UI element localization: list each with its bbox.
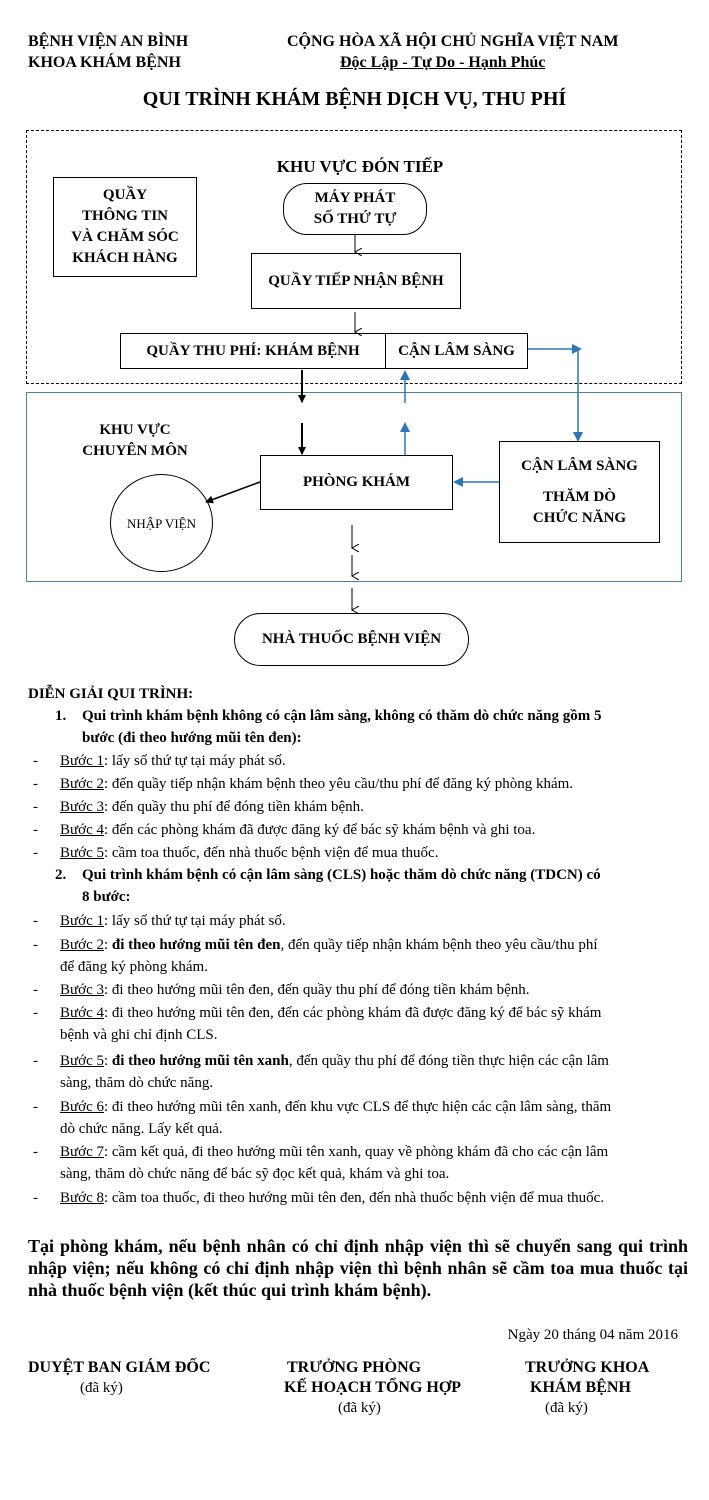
bullet: -: [33, 982, 38, 998]
step-label: Bước 3: [60, 982, 104, 998]
step-label: Bước 4: [60, 1005, 104, 1021]
flow-arrows: [0, 0, 709, 700]
p2-step-6: [60, 1096, 685, 1140]
bullet: -: [33, 799, 38, 815]
step-text: : đến quầy tiếp nhận khám bệnh theo yêu cầu/thu phí để đăng ký phòng khám.: [103, 776, 574, 792]
payment-cls-label: CẬN LÂM SÀNG: [398, 342, 515, 359]
step-bold: đi theo hướng mũi tên xanh: [111, 1053, 289, 1069]
explanation-heading: DIỄN GIẢI QUI TRÌNH:: [28, 686, 194, 702]
nation-name: CỘNG HÒA XÃ HỘI CHỦ NGHĨA VIỆT NAM: [287, 33, 619, 50]
signature-director: DUYỆT BAN GIÁM ĐỐC: [28, 1359, 211, 1376]
step-text: : đến quầy thu phí để đóng tiền khám bệnh.: [103, 799, 364, 815]
step-label: Bước 4: [60, 822, 104, 838]
step-label: Bước 7: [60, 1144, 104, 1160]
bullet: -: [33, 1053, 38, 1069]
step-text: : lấy số thứ tự tại máy phát số.: [103, 753, 286, 769]
step-label: Bước 1: [60, 913, 104, 929]
ticket-machine-line: SỐ THỨ TỰ: [313, 211, 397, 227]
step-label: Bước 5: [60, 1053, 104, 1069]
step-label: Bước 3: [60, 799, 104, 815]
step-text: : đi theo hướng mũi tên đen, đến các phòng khám đã được đăng ký để bác sỹ khám: [103, 1005, 602, 1021]
p1-step-4: [60, 819, 685, 841]
bullet: -: [33, 776, 38, 792]
signature-dept-note: (đã ký): [545, 1400, 588, 1416]
hospital-name: BỆNH VIỆN AN BÌNH: [28, 33, 189, 50]
specialty-area-line: KHU VỰC: [99, 422, 171, 438]
step-text: : cầm toa thuốc, đi theo hướng mũi tên đen, đến nhà thuốc bệnh viện để mua thuốc.: [103, 1190, 605, 1206]
p1-step-1: [60, 750, 685, 772]
motto: Độc Lập - Tự Do - Hạnh Phúc: [340, 54, 546, 71]
step-text: : đi theo hướng mũi tên đen, đến quầy thu phí để đóng tiền khám bệnh.: [103, 982, 530, 998]
summary-paragraph: Tại phòng khám, nếu bệnh nhân có chỉ định nhập viện thì sẽ chuyển sang qui trình nhập viện; nếu không có chỉ định nhập viện thì bệnh nhân sẽ cầm toa mua thuốc tại nhà thuốc bệnh viện (kết thúc qui trình khám bệnh).: [28, 1236, 688, 1300]
step-label: Bước 1: [60, 753, 104, 769]
signature-dept-head-line2: KHÁM BỆNH: [530, 1379, 631, 1396]
p2-step-5: Bước 5: đi theo hướng mũi tên xanh, đến quầy thu phí để đóng tiền thực hiện các cận lâm sàng, thăm dò chức năng.: [60, 1053, 609, 1091]
cls-room-line: THĂM DÒ: [543, 488, 616, 505]
process2-title-line2: 8 bước:: [82, 889, 131, 905]
specialty-area-line: CHUYÊN MÔN: [82, 443, 188, 459]
process2-title-line1: Qui trình khám bệnh có cận lâm sàng (CLS) hoặc thăm dò chức năng (TDCN) có: [82, 867, 601, 883]
p2-step-7: [60, 1141, 685, 1185]
step-label: Bước 2: [60, 776, 104, 792]
p2-step-2: Bước 2: đi theo hướng mũi tên đen, đến quầy tiếp nhận khám bệnh theo yêu cầu/thu phí để đăng ký phòng khám.: [60, 937, 598, 975]
info-desk-line: QUẦY: [102, 187, 148, 203]
info-desk-line: KHÁCH HÀNG: [72, 250, 178, 266]
process1-number: 1.: [55, 708, 67, 724]
ticket-machine-line: MÁY PHÁT: [314, 190, 396, 206]
bullet: -: [33, 1099, 38, 1115]
p2-step-1: [60, 910, 685, 932]
step-label: Bước 8: [60, 1190, 104, 1206]
step-text: : cầm toa thuốc, đến nhà thuốc bệnh viện để mua thuốc.: [103, 845, 439, 861]
step-text-cont: dò chức năng. Lấy kết quả.: [60, 1121, 223, 1137]
bullet: -: [33, 753, 38, 769]
step-text: : đến các phòng khám đã được đăng ký để bác sỹ khám bệnh và ghi toa.: [103, 822, 536, 838]
bullet: -: [33, 822, 38, 838]
signature-dept-head: TRƯỞNG KHOA: [525, 1359, 650, 1376]
step-label: Bước 6: [60, 1099, 104, 1115]
bullet: -: [33, 1005, 38, 1021]
exam-room-box: PHÒNG KHÁM: [260, 455, 453, 510]
step-text: , đến quầy tiếp nhận khám bệnh theo yêu cầu/thu phí: [280, 937, 598, 953]
signature-planning-note: (đã ký): [338, 1400, 381, 1416]
step-text-cont: sàng, thăm dò chức năng.: [60, 1075, 214, 1091]
signature-director-note: (đã ký): [80, 1380, 123, 1396]
registration-desk-box: QUẦY TIẾP NHẬN BỆNH: [251, 253, 461, 309]
process1-title-line2: bước (đi theo hướng mũi tên đen):: [82, 730, 302, 746]
bullet: -: [33, 913, 38, 929]
bullet: -: [33, 845, 38, 861]
reception-area-label: KHU VỰC ĐÓN TIẾP: [276, 157, 444, 176]
step-text: : cầm kết quả, đi theo hướng mũi tên xanh, quay về phòng khám đã cho các cận lâm: [103, 1144, 609, 1160]
step-text: : đi theo hướng mũi tên xanh, đến khu vực CLS để thực hiện các cận lâm sàng, thăm: [103, 1099, 612, 1115]
department-name: KHOA KHÁM BỆNH: [28, 54, 181, 71]
step-text: , đến quầy thu phí để đóng tiền thực hiện các cận lâm: [288, 1053, 609, 1069]
admission-circle: NHẬP VIỆN: [110, 474, 213, 572]
bullet: -: [33, 937, 38, 953]
info-desk-line: VÀ CHĂM SÓC: [71, 229, 179, 245]
step-label: Bước 2: [60, 937, 104, 953]
date-line: Ngày 20 tháng 04 năm 2016: [507, 1327, 678, 1343]
step-text: : lấy số thứ tự tại máy phát số.: [103, 913, 286, 929]
document-title: QUI TRÌNH KHÁM BỆNH DỊCH VỤ, THU PHÍ: [142, 88, 567, 110]
payment-desk-label: QUẦY THU PHÍ: KHÁM BỆNH: [121, 334, 386, 368]
p1-step-2: [60, 773, 685, 795]
step-text-cont: sàng, thăm dò chức năng để bác sỹ đọc kết quả, khám và ghi toa.: [60, 1166, 450, 1182]
cls-room-line: CẬN LÂM SÀNG: [521, 457, 638, 474]
bullet: -: [33, 1190, 38, 1206]
process1-title-line1: Qui trình khám bệnh không có cận lâm sàng, không có thăm dò chức năng gồm 5: [82, 708, 602, 724]
p2-step-3: [60, 979, 685, 1001]
step-bold: đi theo hướng mũi tên đen: [111, 937, 281, 953]
p2-step-4: [60, 1002, 685, 1046]
pharmacy-box: NHÀ THUỐC BỆNH VIỆN: [234, 613, 469, 666]
p1-step-3: [60, 796, 685, 818]
p1-step-5: [60, 842, 685, 864]
info-desk-line: THÔNG TIN: [82, 208, 168, 224]
step-text-cont: để đăng ký phòng khám.: [60, 959, 208, 975]
signature-planning-head: TRƯỞNG PHÒNG: [287, 1359, 422, 1376]
step-label: Bước 5: [60, 845, 104, 861]
cls-room-line: CHỨC NĂNG: [532, 509, 627, 526]
bullet: -: [33, 1144, 38, 1160]
step-text-cont: bệnh và ghi chỉ định CLS.: [60, 1027, 218, 1043]
process2-number: 2.: [55, 867, 67, 883]
p2-step-8: [60, 1187, 685, 1209]
arrow-exam-to-admission: [206, 482, 260, 502]
signature-planning-head-line2: KẾ HOẠCH TỔNG HỢP: [284, 1379, 462, 1396]
